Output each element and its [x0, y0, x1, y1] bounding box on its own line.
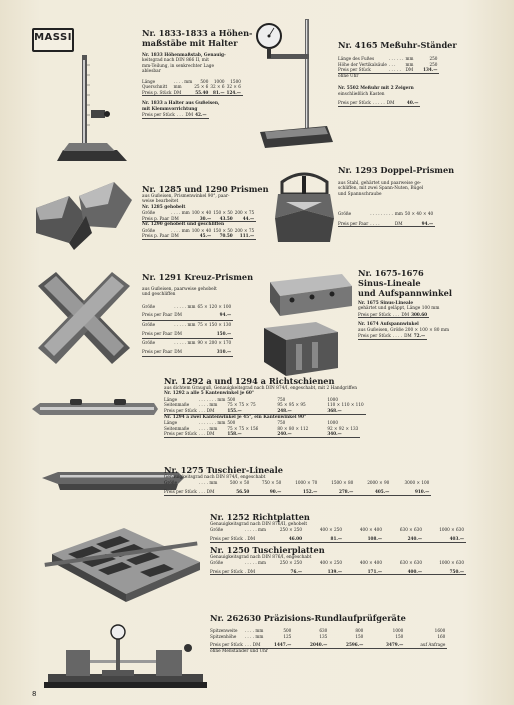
unit: . . . . . mm — [174, 303, 196, 309]
unit: . . . . . mm — [244, 527, 267, 533]
price-row — [210, 569, 466, 575]
section-title: Nr. 1291 Kreuz-Prismen — [142, 272, 254, 282]
unit: . . . . mm — [171, 210, 190, 216]
cell: 32 × 6 — [210, 84, 225, 90]
spec-table — [164, 480, 431, 495]
description-line: Nr. 1833 a Halter aus Gußeisen, — [142, 101, 220, 107]
description-line: und geschliffen — [142, 292, 176, 298]
spec-table — [164, 397, 366, 415]
row-label: Größe — [210, 527, 224, 533]
price: 45.— — [199, 233, 212, 239]
cell: 750 — [277, 396, 286, 402]
section-title: Nr. 1292 a und 1294 a Richtschienen — [164, 376, 335, 386]
dots: . . . — [392, 311, 400, 317]
description-line: mit Klemmvorrichtung — [142, 106, 198, 112]
dots: . . . . — [370, 220, 380, 226]
unit: DM — [405, 67, 414, 73]
price: 240.— — [277, 431, 292, 437]
cell: 400 × 400 — [359, 560, 383, 565]
spec-table — [142, 79, 243, 97]
row-label: Länge des Fußes — [338, 56, 375, 61]
section-4165 — [338, 40, 457, 107]
unit: . . . . mm — [198, 480, 218, 486]
price-row — [210, 536, 466, 542]
description-line: Genauigkeitsgrad nach DIN 876/II, gehobelt — [210, 522, 308, 527]
table-row — [142, 339, 233, 348]
row-label: Seitenmaße — [164, 425, 190, 431]
price-row — [142, 233, 256, 239]
spec-table — [142, 303, 233, 358]
dots: . . . . — [392, 333, 403, 339]
price: 310.— — [216, 348, 232, 354]
cell: 630 × 630 — [399, 560, 423, 565]
price: 150.— — [216, 330, 232, 336]
description-line: gehärtet und geläppt, Länge 100 mm — [358, 306, 440, 312]
price: 94.— — [421, 220, 434, 226]
price: 368.— — [327, 408, 342, 413]
price: 134.— — [423, 67, 438, 73]
price: 94.— — [219, 312, 232, 318]
cell: 1000 × 70 — [295, 480, 318, 486]
row-label: Preis per Stück — [338, 100, 371, 105]
row-label: Preis per Stück — [164, 431, 197, 437]
unit: mm — [173, 84, 182, 90]
cell: 150 × 50 — [213, 227, 233, 233]
spec-table — [338, 211, 435, 227]
row-label: Querschnitt — [142, 84, 168, 90]
price: 72.— — [413, 333, 426, 339]
unit: DM — [404, 333, 412, 339]
cell: 800 — [355, 628, 364, 633]
row-label: Preis per Stück — [210, 568, 243, 574]
subheading: Nr. 1290 gehobelt und geschliffen — [142, 222, 225, 228]
cell: 500 — [200, 78, 209, 84]
angle-plate-illustration — [260, 318, 340, 378]
cell: 95 × 95 × 95 — [277, 402, 306, 408]
section-title: maßstäbe mit Halter — [142, 38, 238, 48]
unit: . . . DM — [198, 431, 215, 437]
unit: mm — [394, 211, 403, 217]
cell: 150 × 50 — [213, 210, 233, 216]
description-line: Nr. 1675 Sinus-Lineale — [358, 301, 414, 306]
page-number: 8 — [32, 690, 37, 698]
price: 108.— — [367, 536, 383, 541]
subheading: Nr. 1285 gehobelt — [142, 204, 186, 210]
price: 240.— — [407, 536, 423, 541]
cell: 1600 — [434, 628, 446, 633]
unit: DM — [174, 348, 182, 354]
description-line: schliffen, mit zwei Spann-Nuten, Bügel — [338, 186, 424, 192]
note: ohne Uhr — [338, 73, 359, 79]
description-line: aus Gußeisen, Prismenwinkel 90°, paar- — [142, 194, 230, 199]
description-line: keitsgrad nach DIN 866 II, mit — [142, 58, 209, 64]
cell: 135 — [319, 633, 328, 639]
price-row — [142, 330, 233, 339]
unit: . . . . . mm — [174, 340, 196, 346]
unit: . . . . . mm — [244, 560, 267, 565]
cell: 500 — [283, 628, 292, 633]
cell: 100 × 40 — [191, 227, 212, 233]
cell: 500 — [227, 420, 236, 425]
section-262630 — [210, 613, 447, 654]
price: 2040.— — [310, 642, 328, 648]
row-label: Preis per Paar — [142, 348, 173, 354]
price: 248.— — [277, 408, 292, 413]
price: auf Anfrage — [420, 642, 446, 648]
unit: mm — [405, 56, 414, 61]
table-row — [210, 560, 466, 566]
row-label: Preis per Stück — [164, 489, 197, 494]
row-label: Preis p. Paar — [142, 215, 170, 221]
row-label: Preis per Stück — [358, 333, 391, 339]
cell: 150 — [355, 633, 364, 639]
cell: 1500 — [230, 78, 241, 84]
unit: . . . . mm — [198, 425, 218, 431]
description-line: mm-Teilung, in senkrechter Lage — [142, 63, 215, 69]
unit: . . . DM — [244, 642, 261, 648]
section-1275 — [164, 465, 431, 496]
row-label: Größe — [164, 480, 178, 486]
section-title: Nr. 1250 Tuschierplatten — [210, 544, 325, 555]
cell: 110 × 110 × 110 — [327, 402, 364, 408]
description-line: Nr. 1833 Höhenmaßstab, Genauig- — [142, 53, 226, 58]
table-row — [164, 480, 431, 486]
price: 1447.— — [274, 642, 292, 648]
price: 139.— — [327, 568, 343, 574]
cell: 250 — [429, 56, 438, 61]
description-line: einschließlich Kasten — [338, 91, 385, 97]
row-label: Preis per Paar — [142, 312, 173, 318]
cell: 750 × 50 — [261, 480, 282, 486]
description-line: aus Stahl, gehärtet und paarweise ge- — [338, 181, 422, 186]
price: 400.— — [407, 568, 423, 574]
row-label: Größe — [142, 210, 156, 216]
section-title: Sinus-Lineale — [358, 278, 421, 288]
dots: . . . . . . — [388, 56, 404, 61]
cell: 75 × 75 × 156 — [227, 425, 259, 431]
unit: DM — [174, 330, 182, 336]
price-row — [142, 348, 233, 357]
cell: 80 × 80 × 112 — [277, 425, 309, 431]
description-line: Nr. 1674 Aufspannwinkel — [358, 322, 419, 328]
unit: . . . . mm — [198, 402, 218, 408]
cell: 75 × 150 × 130 — [197, 322, 232, 327]
section-title: Nr. 1833-1833 a Höhen- — [142, 28, 253, 38]
price: 90.— — [269, 489, 282, 494]
unit: . . . . . . . mm — [198, 396, 226, 402]
row-label: Länge — [142, 78, 156, 84]
row-label: Länge — [164, 420, 178, 425]
price-row — [142, 216, 256, 222]
section-1291 — [142, 272, 253, 357]
cell: 2000 × 90 — [367, 480, 390, 486]
price: 76.— — [290, 568, 303, 574]
price: 56.50 — [236, 489, 250, 494]
cell: 92 × 92 × 133 — [327, 425, 359, 431]
section-1285 — [142, 184, 269, 240]
description-line: und Spannschraube — [338, 191, 382, 197]
section-title: und Aufspannwinkel — [358, 288, 452, 298]
cell: 400 × 400 — [359, 527, 383, 533]
cell: 630 × 630 — [399, 527, 423, 533]
dots: . . . . . — [372, 100, 385, 105]
cell: 125 — [283, 633, 292, 639]
price: 46.00 — [288, 536, 303, 541]
spec-table — [142, 210, 256, 222]
row-label: Länge — [164, 396, 178, 402]
subheading: Nr. 1292 a alle 5 Kantenwinkel je 60° — [164, 391, 254, 397]
row-label: Preis per Stück — [142, 112, 175, 118]
unit: DM — [401, 311, 410, 317]
spec-table — [164, 420, 360, 438]
unit: DM — [386, 100, 395, 105]
description-line: aus Gußeisen, Größe 200 × 100 × 80 mm — [358, 327, 450, 333]
description-line: Genauigkeitsgrad nach DIN 874/I, engeschabt — [164, 475, 266, 480]
row-label: Preis per Paar — [338, 220, 369, 226]
dots: . . . — [388, 61, 396, 67]
cell: 50 × 40 × 40 — [404, 211, 434, 217]
row-label: Preis per Stück — [210, 642, 243, 648]
row-label: Preis p. Paar — [142, 233, 170, 239]
unit: . . . . mm — [244, 633, 264, 639]
cell: 1000 — [392, 628, 404, 633]
unit: DM — [171, 215, 179, 221]
subheading: Nr. 1294 a zwei Kantenwinkel je 45°, ein Kantenwinkel 90° — [164, 414, 307, 420]
price: 910.— — [414, 489, 430, 494]
section-1252 — [210, 512, 466, 575]
row-label: Größe — [142, 322, 156, 327]
description-line: aus dichtem Grauguß, Genauigkeitsgrad nach DIN 874/I, engeschabt, mit 2 Handgriffen — [164, 386, 357, 391]
cell: 1000 — [213, 78, 225, 84]
table-row — [142, 303, 233, 312]
unit: . DM — [244, 536, 256, 541]
table-row — [210, 634, 447, 640]
cell: 250 × 250 — [279, 560, 303, 565]
price: 750.— — [449, 568, 465, 574]
cell: 1500 × 80 — [331, 480, 354, 486]
sine-bar-illustration — [262, 272, 354, 320]
unit: mm — [405, 61, 414, 67]
spec-table — [210, 628, 447, 649]
section-title: Nr. 4165 Meßuhr-Ständer — [338, 40, 457, 50]
price: 405.— — [374, 489, 390, 494]
section-title: Nr. 262630 Präzisions-Rundlaufprüfgeräte — [210, 613, 406, 623]
price-row — [338, 100, 420, 106]
unit: DM — [171, 233, 179, 239]
cell: 630 — [319, 628, 328, 633]
price: 3479.— — [386, 642, 404, 648]
unit: . DM — [244, 568, 256, 574]
price: 111.— — [239, 233, 255, 239]
price: 300.60 — [411, 311, 428, 317]
unit: . . . DM — [198, 489, 215, 494]
unit: . . . . mm — [244, 628, 264, 633]
price: 278.— — [338, 489, 354, 494]
cell: 250 × 250 — [279, 527, 303, 533]
unit: DM — [185, 112, 194, 118]
table-row — [210, 527, 466, 533]
height-gauge-illustration — [55, 55, 130, 163]
price-row — [164, 408, 366, 414]
section-title: Nr. 1252 Richtplatten — [210, 512, 310, 522]
price: 40.— — [406, 100, 419, 105]
row-label: Größe — [338, 211, 352, 217]
price: 30.— — [199, 215, 212, 221]
row-label: Größe — [142, 340, 156, 346]
section-title: Nr. 1275 Tuschier-Lineale — [164, 465, 283, 475]
unit: DM — [173, 89, 182, 95]
row-label: Größe — [142, 227, 156, 233]
cell: 100 × 40 — [191, 210, 212, 216]
price: 340.— — [327, 431, 342, 437]
spec-table — [142, 228, 256, 240]
description-line: weise bearbeitet — [142, 199, 179, 205]
cell: 500 × 50 — [229, 480, 250, 486]
cell: 500 — [227, 396, 236, 402]
prism-pair-illustration — [34, 178, 134, 253]
row-label: Spitzenhöhe — [210, 633, 237, 639]
row-label: Preis per Paar — [142, 330, 173, 336]
section-1833 — [142, 28, 252, 119]
description-line: ablesbar — [142, 69, 161, 75]
row-label: Preis per Stück — [358, 311, 391, 317]
row-label: Preis per Stück — [210, 536, 243, 541]
cell: 400 × 250 — [319, 560, 343, 565]
price-row — [142, 90, 243, 96]
note: ohne Meßständer und Uhr — [210, 648, 268, 654]
section-title: Nr. 1293 Doppel-Prismen — [338, 165, 455, 175]
cell: 150 — [395, 633, 404, 639]
surface-plate-illustration — [42, 514, 202, 604]
price-table — [358, 312, 429, 319]
cell: 25 × 6 — [194, 84, 209, 90]
section-1675 — [358, 268, 452, 340]
price-row — [164, 431, 360, 437]
section-title: Nr. 1285 und 1290 Prismen — [142, 184, 269, 194]
dots: . . . . . — [388, 67, 401, 73]
unit: DM — [174, 312, 182, 318]
dial-indicator-stand-illustration — [255, 14, 335, 154]
cell: 1000 — [327, 396, 338, 402]
cell: 32 × 6 — [226, 84, 241, 90]
cross-prism-illustration — [34, 268, 134, 368]
runout-tester-illustration — [38, 622, 208, 692]
cell: 750 — [277, 420, 286, 425]
price-row — [142, 112, 209, 118]
massi-logo: MASSI — [32, 28, 74, 52]
row-label: Höhe der Vertikalsäule — [338, 61, 387, 67]
price: 152.— — [302, 489, 318, 494]
price-row — [164, 489, 431, 495]
price: 55.40 — [195, 89, 209, 95]
price: 158.— — [227, 431, 242, 437]
cell: 75 × 75 × 75 — [227, 402, 256, 408]
price: 43.50 — [219, 215, 233, 221]
price: 155.— — [227, 408, 242, 413]
price-table — [142, 112, 209, 119]
row-label: Größe — [210, 560, 224, 565]
cell: 1000 — [327, 420, 338, 425]
double-prism-illustration — [272, 172, 337, 247]
price: 44.— — [242, 215, 255, 221]
spec-table — [210, 560, 466, 575]
row-label: Spitzenweite — [210, 628, 238, 633]
cell: 1000 × 630 — [439, 527, 465, 533]
unit: DM — [394, 220, 403, 226]
cell: 65 × 120 × 100 — [197, 303, 232, 309]
unit: . . . DM — [198, 408, 215, 413]
section-1292 — [164, 376, 366, 438]
cell: 200 × 75 — [234, 210, 255, 216]
price: 70.50 — [219, 233, 233, 239]
section-title: Nr. 1675-1676 — [358, 268, 424, 278]
row-label: Seitenmaße — [164, 402, 190, 408]
description-line: Genauigkeitsgrad nach DIN 876/I, engeschabt — [210, 554, 312, 560]
cell: 400 × 250 — [319, 527, 343, 533]
price: 403.— — [449, 536, 465, 541]
unit: . . . . . . . mm — [198, 420, 226, 425]
straight-edge-illustration — [30, 398, 160, 420]
dots: . . . . . . . . . — [370, 211, 393, 217]
cell: 1000 × 630 — [439, 560, 465, 565]
table-row — [142, 321, 233, 330]
price-row — [210, 642, 447, 648]
price: 81.— — [330, 536, 343, 541]
spec-table — [338, 56, 439, 74]
cell: 90 × 200 × 170 — [197, 340, 232, 346]
unit: . . . . . mm — [174, 322, 196, 327]
price: 42.— — [195, 112, 207, 118]
row-label: Größe — [142, 303, 156, 309]
price-row — [358, 333, 427, 339]
price: 124.— — [226, 89, 241, 95]
description-line: aus Gußeisen, paarweise gehobelt — [142, 287, 217, 292]
price: 81.— — [213, 89, 225, 95]
cell: 200 × 75 — [234, 227, 255, 233]
unit: . . . . mm — [173, 78, 193, 84]
cell: 250 — [429, 61, 438, 67]
dots: . . . — [176, 112, 184, 118]
description-line: Nr. 5502 Meßuhr mit 2 Zeigern — [338, 86, 414, 92]
price-row — [358, 312, 429, 318]
row-label: Preis p. Stück — [142, 89, 172, 95]
cell: 3000 × 100 — [404, 480, 430, 486]
price-row — [338, 221, 435, 227]
cell: 160 — [437, 633, 446, 639]
spec-table — [210, 527, 466, 542]
price-table — [358, 333, 427, 340]
row-label: Preis per Stück — [338, 67, 371, 73]
price-row — [338, 67, 439, 73]
section-1293 — [338, 165, 454, 227]
row-label: Preis per Stück — [164, 408, 197, 413]
price: 171.— — [367, 568, 383, 574]
price-row — [142, 311, 233, 320]
price-table — [338, 100, 420, 107]
unit: . . . . mm — [171, 227, 190, 233]
price: 2596.— — [346, 642, 364, 648]
